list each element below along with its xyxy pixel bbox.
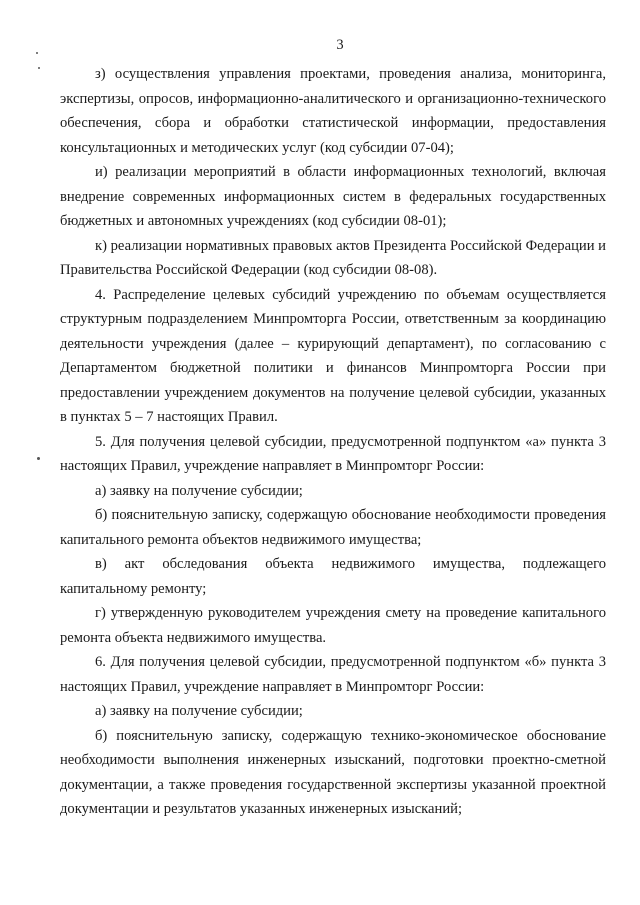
paragraph-5-g: г) утвержденную руководителем учреждения смету на проведение капитального ремонта объекта недвижимого имущества. <box>60 605 606 646</box>
page-number: 3 <box>336 37 344 53</box>
paragraph-5-v: в) акт обследования объекта недвижимого имущества, подлежащего капитальному ремонту; <box>60 556 606 597</box>
paragraph-z: з) осуществления управления проектами, проведения анализа, мониторинга, экспертизы, опросов, информационно-аналитического и организационно-технического обеспечения, сбора и обработки статистической информации, предоставления консультационных и методических услуг (код субсидии 07-04); <box>60 66 606 156</box>
paragraph-4: 4. Распределение целевых субсидий учреждению по объемам осуществляется структурным подразделением Минпромторга России, ответственным за координацию деятельности учреждения (далее – курирующий департамент), по согласованию с Департаментом бюджетной политики и финансов Минпромторга России при предоставлении учреждением документов на получение целевой субсидии, указанных в пунктах 5 – 7 настоящих Правил. <box>60 286 606 425</box>
paragraph-k: к) реализации нормативных правовых актов Президента Российской Федерации и Правительства Российской Федерации (код субсидии 08-08). <box>60 237 606 278</box>
paragraph-5-b: б) пояснительную записку, содержащую обоснование необходимости проведения капитального ремонта объектов недвижимого имущества; <box>60 507 606 548</box>
paragraph-5-a: а) заявку на получение субсидии; <box>95 482 303 499</box>
paragraph-i: и) реализации мероприятий в области информационных технологий, включая внедрение современных информационных систем в федеральных государственных бюджетных и автономных учреждениях (код субсидии 08-01); <box>60 164 606 229</box>
paragraph-6-b: б) пояснительную записку, содержащую технико-экономическое обоснование необходимости выполнения инженерных изысканий, подготовки проектно-сметной документации, а также проведения государственной экспертизы указанной проектной документации и результатов указанных инженерных изысканий; <box>60 727 606 817</box>
paragraph-5: 5. Для получения целевой субсидии, предусмотренной подпунктом «а» пункта 3 настоящих Правил, учреждение направляет в Минпромторг России: <box>60 433 606 474</box>
scan-speck <box>38 67 40 69</box>
document-body <box>60 62 606 822</box>
paragraph-6: 6. Для получения целевой субсидии, предусмотренной подпунктом «б» пункта 3 настоящих Правил, учреждение направляет в Минпромторг России: <box>60 654 606 695</box>
scan-speck <box>37 457 40 460</box>
paragraph-6-a: а) заявку на получение субсидии; <box>95 703 303 719</box>
